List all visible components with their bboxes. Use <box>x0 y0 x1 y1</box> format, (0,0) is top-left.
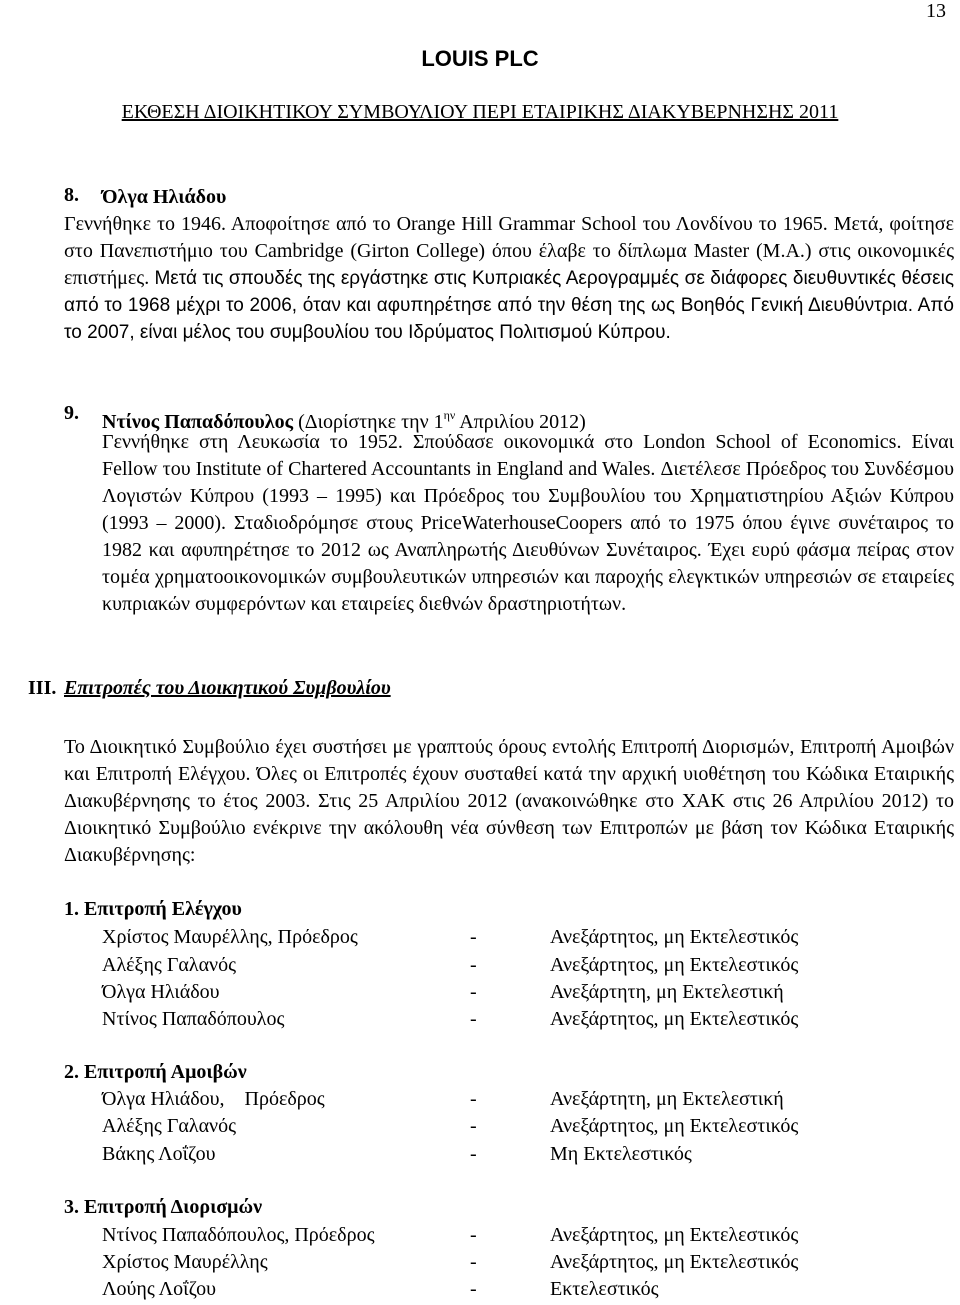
committee-1-member-row <box>0 981 960 1007</box>
member-dash: - <box>470 1224 477 1246</box>
member-name: Ντίνος Παπαδόπουλος <box>102 1008 285 1030</box>
member-name: Χρίστος Μαυρέλλης <box>102 1251 268 1273</box>
committee-1-title: 1. Επιτροπή Ελέγχου <box>64 898 242 920</box>
item-8-biography <box>64 211 954 346</box>
member-role: Ανεξάρτητη, μη Εκτελεστική <box>550 981 784 1003</box>
member-dash: - <box>470 1008 477 1030</box>
member-dash: - <box>470 954 477 976</box>
item-9-number: 9. <box>64 402 79 424</box>
member-name: Αλέξης Γαλανός <box>102 1115 237 1137</box>
section-3-number: III. <box>28 677 57 699</box>
document-subtitle: ΕΚΘΕΣΗ ΔΙΟΙΚΗΤΙΚΟΥ ΣΥΜΒΟΥΛΙΟΥ ΠΕΡΙ ΕΤΑΙΡΙΚΗΣ ΔΙΑΚΥΒΕΡΝΗΣΗΣ 2011 <box>121 101 839 123</box>
member-dash: - <box>470 1115 477 1137</box>
member-dash: - <box>470 981 477 1003</box>
item-8-text-education: Γεννήθηκε το 1946. Αποφοίτησε από το Orange Hill Grammar School του Λονδίνου το 1965. Μετά, φοίτησε στο Πανεπιστήμιο του Cambridge (Girton College) όπου έλαβε το δίπλωμα Master (M.A.) στις οικονομικές επιστήμες. <box>64 213 954 289</box>
committee-2-member-row <box>0 1143 960 1169</box>
committee-3-member-row <box>0 1278 960 1304</box>
page-number: 13 <box>926 0 946 22</box>
member-role: Ανεξάρτητη, μη Εκτελεστική <box>550 1088 784 1110</box>
committee-3-member-row <box>0 1251 960 1277</box>
item-9-appointed-sup: ην <box>443 408 456 422</box>
item-9-appointed-suffix: Απριλίου 2012) <box>455 411 586 433</box>
member-role: Ανεξάρτητος, μη Εκτελεστικός <box>550 926 799 948</box>
committee-1-member-row <box>0 1008 960 1034</box>
member-name: Χρίστος Μαυρέλλης, Πρόεδρος <box>102 926 358 948</box>
section-3-title: Επιτροπές του Διοικητικού Συμβουλίου <box>64 677 391 699</box>
member-role: Ανεξάρτητος, μη Εκτελεστικός <box>550 1115 799 1137</box>
document-title: LOUIS PLC <box>421 46 539 71</box>
member-role: Ανεξάρτητος, μη Εκτελεστικός <box>550 1008 799 1030</box>
member-role: Ανεξάρτητος, μη Εκτελεστικός <box>550 1224 799 1246</box>
member-name: Λούης Λοΐζου <box>102 1278 217 1300</box>
item-8-name: Όλγα Ηλιάδου <box>102 186 227 208</box>
item-9-name: Ντίνος Παπαδόπουλος <box>102 411 294 433</box>
member-role: Μη Εκτελεστικός <box>550 1143 692 1165</box>
committee-2-title: 2. Επιτροπή Αμοιβών <box>64 1061 247 1083</box>
member-role: Ανεξάρτητος, μη Εκτελεστικός <box>550 1251 799 1273</box>
committee-2-member-row <box>0 1115 960 1141</box>
member-name: Όλγα Ηλιάδου <box>102 981 220 1003</box>
committee-3-title: 3. Επιτροπή Διορισμών <box>64 1196 263 1218</box>
member-dash: - <box>470 1251 477 1273</box>
item-8-text-career: Μετά τις σπουδές της εργάστηκε στις Κυπριακές Αερογραμμές σε διάφορες διευθυντικές θέσεις από το 1968 μέχρι το 2006, όταν και αφυπηρέτησε από την θέση της ως Βοηθός Γενική Διευθύντρια. Από το 2007, είναι μέλος του συμβουλίου του Ιδρύματος Πολιτισμού Κύπρου. <box>64 268 955 343</box>
member-name: Βάκης Λοΐζου <box>102 1143 216 1165</box>
member-role: Ανεξάρτητος, μη Εκτελεστικός <box>550 954 799 976</box>
member-name: Ντίνος Παπαδόπουλος, Πρόεδρος <box>102 1224 375 1246</box>
committee-1-member-row <box>0 954 960 980</box>
section-3-intro: Το Διοικητικό Συμβούλιο έχει συστήσει με γραπτούς όρους εντολής Επιτροπή Διορισμών, Επιτροπή Αμοιβών και Επιτροπή Ελέγχου. Όλες οι Επιτροπές έχουν συσταθεί κατά την αρχική υιοθέτηση του Κώδικα Εταιρικής Διακυβέρνησης το έτος 2003. Στις 25 Απριλίου 2012 (ανακοινώθηκε στο ΧΑΚ στις 26 Απριλίου 2012) το Διοικητικό Συμβούλιο ενέκρινε την ακόλουθη νέα σύνθεση των Επιτροπών με βάση τον Κώδικα Εταιρικής Διακυβέρνησης: <box>64 736 954 866</box>
member-dash: - <box>470 1143 477 1165</box>
item-8-number: 8. <box>64 184 79 206</box>
committee-3-member-row <box>0 1224 960 1250</box>
member-role: Εκτελεστικός <box>550 1278 659 1300</box>
committee-2-member-row <box>0 1088 960 1114</box>
member-dash: - <box>470 1278 477 1300</box>
item-9-appointed-prefix: (Διορίστηκε την 1 <box>298 411 444 433</box>
member-name: Όλγα Ηλιάδου, Πρόεδρος <box>102 1088 325 1110</box>
member-dash: - <box>470 1088 477 1110</box>
item-9-biography: Γεννήθηκε στη Λευκωσία το 1952. Σπούδασε οικονομικά στο London School of Economics. Είναι Fellow του Institute of Chartered Accountants in England and Wales. Διετέλεσε Πρόεδρος του Συνδέσμου Λογιστών Κύπρου (1993 – 1995) και Πρόεδρος του Συμβουλίου του Χρηματιστηρίου Αξιών Κύπρου (1993 – 2000). Σταδιοδρόμησε στους PriceWaterhouseCoopers από το 1975 όπου έγινε συνέταιρος το 1982 και αφυπηρέτησε το 2012 ως Αναπληρωτής Διευθύνων Συνέταιρος. Έχει ευρύ φάσμα πείρας στον τομέα χρηματοοικονομικών συμβουλευτικών υπηρεσιών και παροχής ελεγκτικών υπηρεσιών σε εταιρείες κυπριακών συμφερόντων και εταιρείες διεθνών δραστηριοτήτων. <box>102 431 954 615</box>
member-dash: - <box>470 926 477 948</box>
committee-1-member-row <box>0 926 960 952</box>
member-name: Αλέξης Γαλανός <box>102 954 237 976</box>
